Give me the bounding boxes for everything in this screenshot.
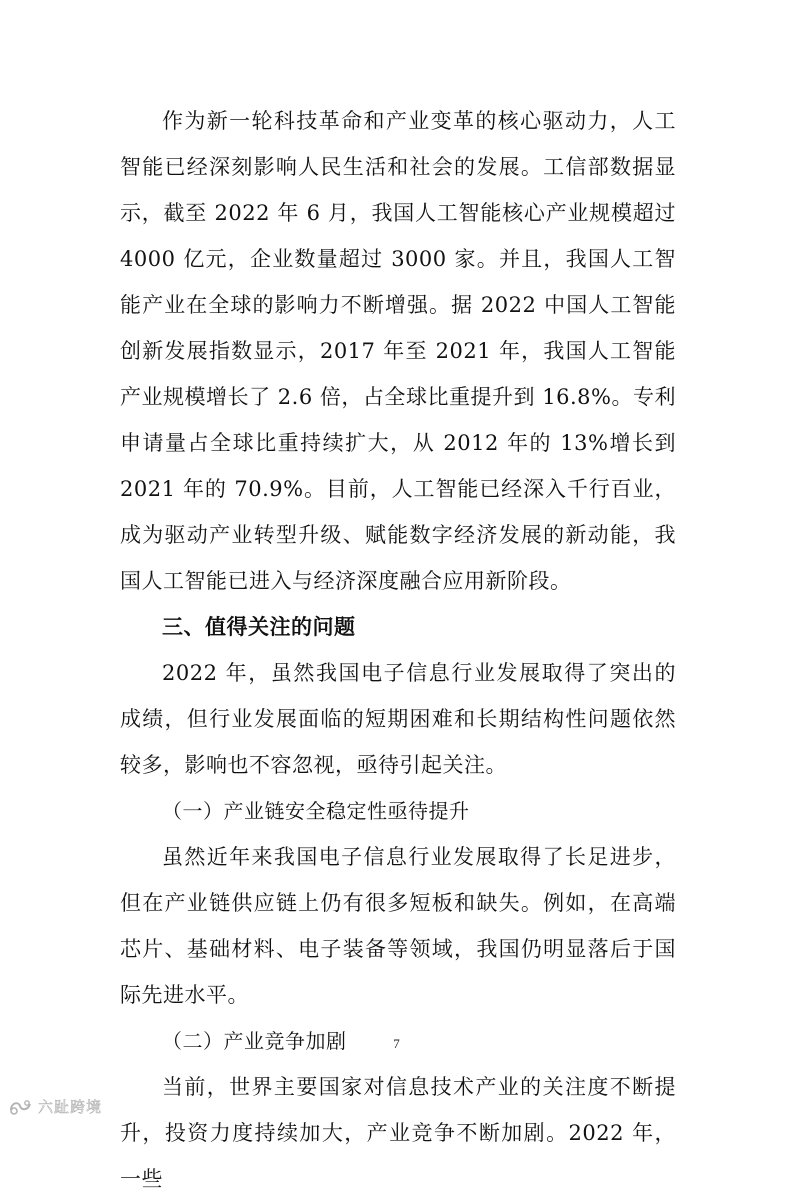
page-number: 7 [393, 1036, 400, 1051]
liuzhi-logo-icon [8, 1098, 34, 1116]
subsection-heading-1: （一）产业链安全稳定性亟待提升 [162, 799, 470, 823]
section-heading: 三、值得关注的问题 [162, 615, 356, 639]
watermark [8, 1096, 102, 1117]
subsection-heading-2: （二）产业竞争加剧 [162, 1029, 347, 1053]
paragraph-competition: 当前，世界主要国家对信息技术产业的关注度不断提升，投资力度持续加大，产业竞争不断加剧。2022 年，一些 [120, 1075, 676, 1191]
watermark-text: 六趾跨境 [38, 1098, 103, 1116]
paragraph-ai-industry: 作为新一轮科技革命和产业变革的核心驱动力，人工智能已经深刻影响人民生活和社会的发展。工信部数据显示，截至 2022 年 6 月，我国人工智能核心产业规模超过 4000 亿元，企业数量超过 3000 家。并且，我国人工智能产业在全球的影响力不断增强。据 2022 中国人工智能创新发展指数显示，2017 年至 2021 年，我国人工智能产业规模增长了 2.6 倍，占全球比重提升到 16.8%。专利申请量占全球比重持续扩大，从 2012 年的 13%增长到 2021 年的 70.9%。目前，人工智能已经深入千行百业，成为驱动产业转型升级、赋能数字经济发展的新动能，我国人工智能已进入与经济深度融合应用新阶段。 [120, 109, 676, 593]
paragraph-section-intro: 2022 年，虽然我国电子信息行业发展取得了突出的成绩，但行业发展面临的短期困难和长期结构性问题依然较多，影响也不容忽视，亟待引起关注。 [120, 661, 676, 777]
paragraph-supply-chain: 虽然近年来我国电子信息行业发展取得了长足进步，但在产业链供应链上仍有很多短板和缺失。例如，在高端芯片、基础材料、电子装备等领域，我国仍明显落后于国际先进水平。 [120, 845, 676, 1007]
